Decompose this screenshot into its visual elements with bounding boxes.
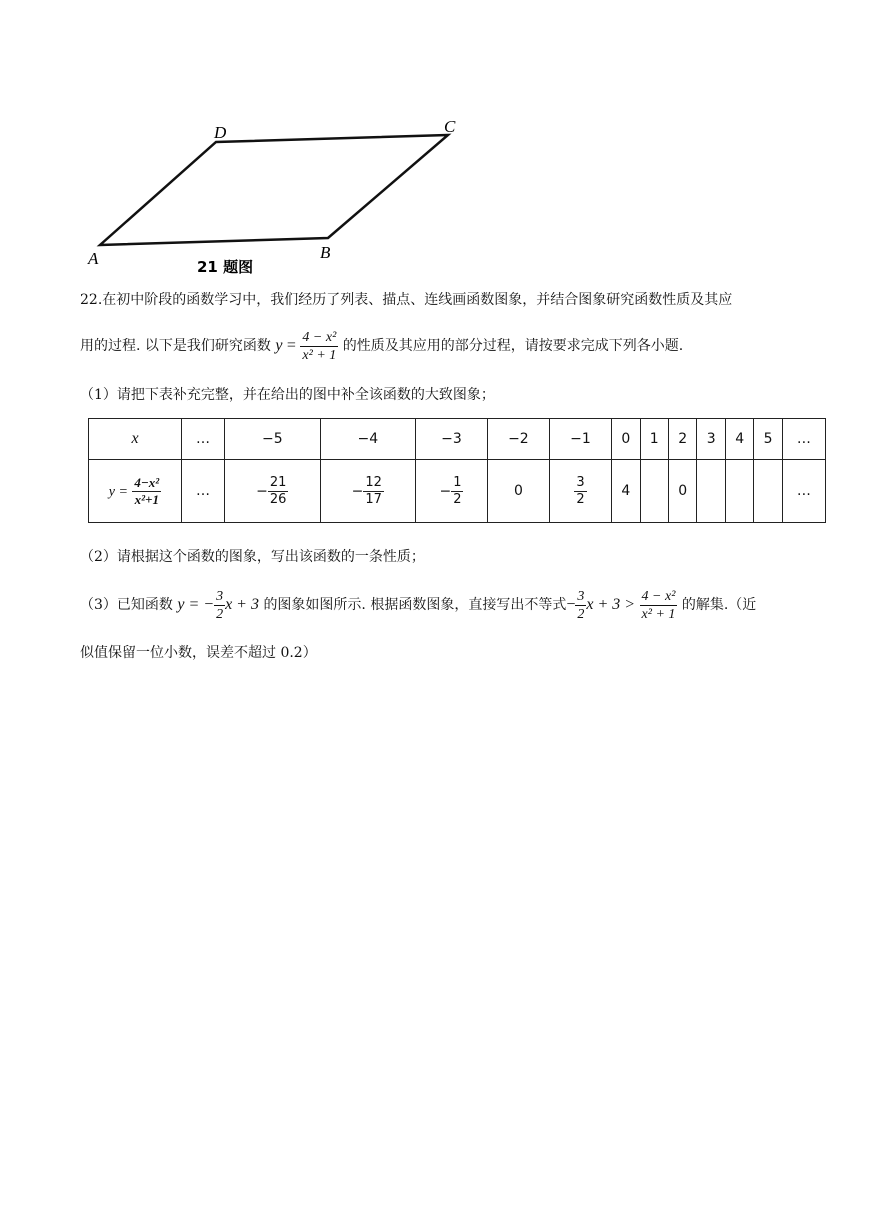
linear-suffix: x + 3 — [225, 596, 259, 613]
x-cell: −2 — [487, 419, 549, 460]
y-cell: … — [182, 460, 225, 523]
func-y: y — [275, 337, 283, 354]
y-cell: 0 — [487, 460, 549, 523]
x-cell: … — [782, 419, 825, 460]
part3-a: （3）已知函数 — [80, 597, 173, 613]
part3-b: 的图象如图所示. 根据函数图象，直接写出不等式 — [263, 597, 567, 613]
question-22-line1 — [80, 290, 732, 310]
x-cell: 3 — [697, 419, 725, 460]
x-cell: −3 — [416, 419, 488, 460]
y-cell — [640, 460, 668, 523]
part-1: （1）请把下表补充完整，并在给出的图中补全该函数的大致图象； — [80, 387, 495, 403]
func-eq: = — [286, 337, 296, 354]
y-cell — [725, 460, 753, 523]
point-label-c: C — [444, 117, 456, 136]
y-cell — [754, 460, 782, 523]
ineq-coefficient: $\frac{3}{2}$ — [577, 588, 585, 622]
y-cell: − $\frac{21}{26}$ — [225, 460, 321, 523]
ineq-fraction: $\frac{\text{4 − x²}}{\text{x² + 1}}$ — [641, 588, 676, 622]
y-header-denominator: x²+1 — [134, 491, 159, 507]
table-row-x — [89, 419, 826, 460]
ineq-mid: x + 3 > — [586, 596, 636, 613]
x-cell: −5 — [225, 419, 321, 460]
y-cell: − $\frac{1}{2}$ — [416, 460, 488, 523]
y-header-numerator: 4−x² — [134, 474, 160, 490]
point-label-b: B — [320, 243, 331, 262]
y-header-cell: y = $\frac{\text{4−x²}}{\text{x²+1}}$ — [89, 460, 182, 523]
x-header-cell: x — [89, 419, 182, 460]
x-cell: 1 — [640, 419, 668, 460]
point-label-d: D — [214, 123, 227, 142]
x-cell: −4 — [320, 419, 416, 460]
part-3-line2: 似值保留一位小数，误差不超过 0.2） — [80, 645, 317, 661]
parallelogram-figure — [80, 108, 490, 284]
function-numerator: 4 − x² — [302, 329, 337, 345]
x-cell: 2 — [668, 419, 696, 460]
figure-caption: 21 题图 — [197, 258, 254, 276]
y-cell: 0 — [668, 460, 696, 523]
linear-coefficient: $\frac{3}{2}$ — [216, 588, 224, 622]
x-cell: … — [182, 419, 225, 460]
line2-after: 的性质及其应用的部分过程，请按要求完成下列各小题. — [342, 338, 684, 354]
ineq-prefix: − — [566, 596, 576, 613]
part-2: （2）请根据这个函数的图象，写出该函数的一条性质； — [80, 549, 425, 565]
question-number: 22. — [80, 292, 103, 308]
function-denominator: x² + 1 — [302, 347, 337, 363]
linear-prefix: y = − — [177, 596, 215, 613]
line2-before: 用的过程. 以下是我们研究函数 — [80, 338, 271, 354]
part-3-line1 — [80, 586, 756, 624]
x-cell: 5 — [754, 419, 782, 460]
value-table — [88, 418, 826, 523]
y-cell — [697, 460, 725, 523]
x-cell: 4 — [725, 419, 753, 460]
table-row-y — [89, 460, 826, 523]
y-cell: … — [782, 460, 825, 523]
question-intro: 在初中阶段的函数学习中，我们经历了列表、描点、连线画函数图象，并结合图象研究函数性质及其应 — [102, 292, 733, 308]
parallelogram-abcd — [100, 135, 448, 245]
y-cell: $\frac{3}{2}$ — [549, 460, 611, 523]
x-cell: −1 — [549, 419, 611, 460]
function-fraction — [300, 329, 338, 364]
y-cell: − $\frac{12}{17}$ — [320, 460, 416, 523]
part3-c: 的解集.（近 — [681, 597, 757, 613]
y-cell: 4 — [612, 460, 640, 523]
question-22-line2 — [80, 328, 683, 364]
point-label-a: A — [88, 249, 99, 268]
x-cell: 0 — [612, 419, 640, 460]
